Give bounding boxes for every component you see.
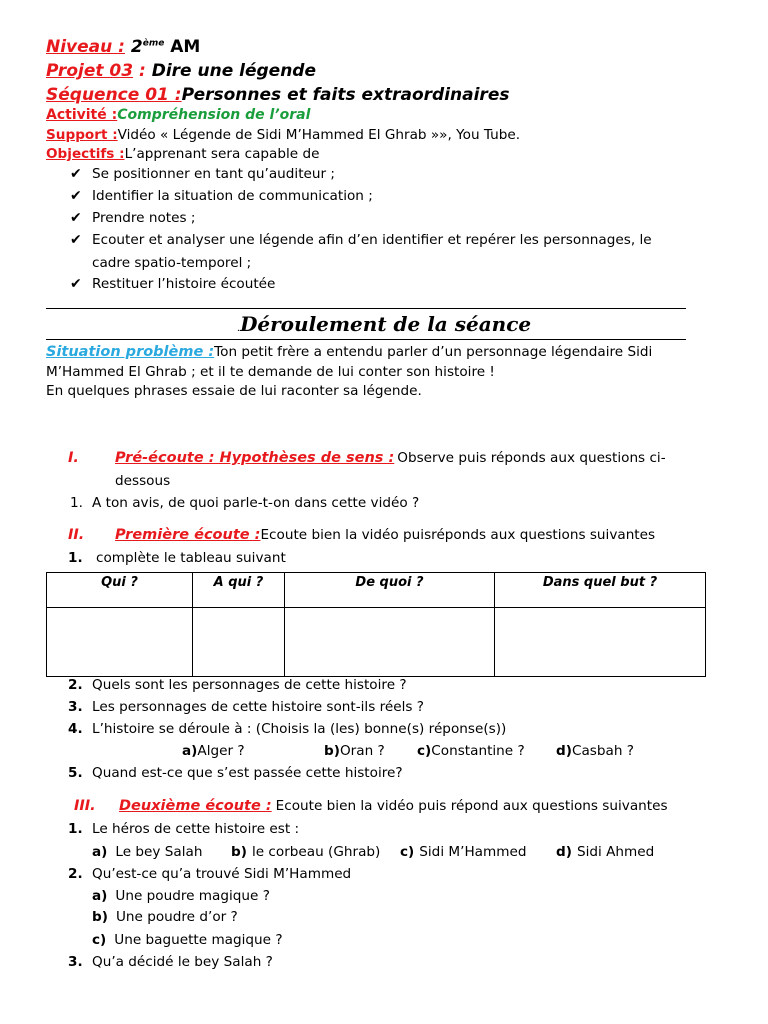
niveau-line [46, 37, 200, 57]
option-text: Une poudre magique ? [115, 888, 270, 904]
objectifs-line [46, 146, 319, 162]
hero-option-a[interactable] [92, 844, 202, 860]
table-cell[interactable] [285, 608, 495, 677]
option-letter: d) [556, 844, 572, 860]
question-number: 2. [68, 866, 83, 882]
question-number: 4. [68, 721, 83, 737]
option-letter: c) [400, 844, 415, 860]
section2-title: Première écoute : [115, 527, 261, 543]
question-text: complète le tableau suivant [96, 550, 286, 566]
table-header-row [47, 573, 706, 608]
objectifs-value: L’apprenant sera capable de [124, 146, 320, 162]
option-text: Le bey Salah [115, 844, 203, 860]
option-letter: a) [92, 888, 108, 904]
support-label: Support : [46, 127, 118, 143]
option-letter: b) [231, 844, 247, 860]
niveau-value: AM [170, 37, 201, 57]
check-icon: ✔ [70, 166, 82, 182]
question-number: 2. [68, 677, 83, 693]
option-letter: a) [92, 844, 108, 860]
option-text: Constantine ? [431, 743, 525, 759]
objective-item-cont: cadre spatio-temporel ; [92, 255, 252, 271]
section1-title: Pré-écoute : Hypothèses de sens : [115, 450, 395, 466]
option-letter: c) [92, 932, 107, 948]
question-number: 1. [68, 821, 83, 837]
option-letter: b) [324, 743, 340, 759]
question-number: 5. [68, 765, 83, 781]
question-number: 3. [68, 699, 83, 715]
option-letter: b) [92, 909, 108, 925]
support-line [46, 127, 520, 143]
table-header-a-qui: A qui ? [193, 573, 285, 608]
answer-table [46, 572, 706, 677]
found-option-a[interactable] [92, 888, 270, 904]
question-number: 1. [68, 550, 83, 566]
check-icon: ✔ [70, 210, 82, 226]
title-text: Déroulement de la séance [240, 312, 532, 336]
option-text: Oran ? [339, 743, 385, 759]
option-letter: a) [182, 743, 198, 759]
section3-header [119, 798, 668, 814]
sequence-line [46, 85, 509, 105]
check-icon: ✔ [70, 276, 82, 292]
question-text: A ton avis, de quoi parle-t-on dans cette vidéo ? [92, 495, 420, 511]
table-cell[interactable] [193, 608, 285, 677]
projet-sep: : [138, 61, 146, 81]
section2-instruction: Ecoute bien la vidéo puisréponds aux questions suivantes [260, 527, 656, 543]
option-text: Alger ? [197, 743, 245, 759]
question-text: Qu’a décidé le bey Salah ? [92, 954, 273, 970]
title-dot: . [236, 323, 241, 334]
section1-numeral: I. [68, 450, 79, 466]
question-text: Le héros de cette histoire est : [92, 821, 300, 837]
situation-text: Ton petit frère a entendu parler d’un personnage légendaire Sidi [214, 344, 653, 360]
table-header-qui: Qui ? [47, 573, 193, 608]
objectifs-label: Objectifs : [46, 146, 125, 162]
projet-value: Dire une légende [151, 61, 316, 81]
objective-item: Identifier la situation de communication ; [92, 188, 373, 204]
option-text: Sidi Ahmed [576, 844, 655, 860]
section1-instruction: Observe puis réponds aux questions ci- [397, 450, 666, 466]
niveau-sup: ème [142, 38, 165, 49]
option-d[interactable] [556, 743, 634, 759]
option-text: Sidi M’Hammed [419, 844, 527, 860]
section1-header [115, 450, 685, 466]
support-value: Vidéo « Légende de Sidi M’Hammed El Ghrab »», You Tube. [117, 127, 521, 143]
table-header-but: Dans quel but ? [495, 573, 706, 608]
situation-label: Situation problème : [46, 344, 215, 360]
found-option-b[interactable] [92, 909, 238, 925]
sequence-label: Séquence 01 : [46, 85, 182, 105]
objective-item: Prendre notes ; [92, 210, 196, 226]
option-b[interactable] [324, 743, 385, 759]
found-option-c[interactable] [92, 932, 283, 948]
objective-item: Se positionner en tant qu’auditeur ; [92, 166, 335, 182]
section3-title: Deuxième écoute : [119, 798, 272, 814]
check-icon: ✔ [70, 188, 82, 204]
check-icon: ✔ [70, 232, 82, 248]
question-text: Quand est-ce que s’est passée cette histoire? [92, 765, 403, 781]
activite-line [46, 107, 310, 123]
projet-label: Projet 03 [46, 61, 134, 81]
option-c[interactable] [417, 743, 525, 759]
question-number: 1. [70, 495, 83, 511]
activite-value: Compréhension de l’oral [117, 107, 311, 123]
sequence-value: Personnes et faits extraordinaires [181, 85, 510, 105]
question-text: Quels sont les personnages de cette histoire ? [92, 677, 407, 693]
situation-line3: En quelques phrases essaie de lui raconter sa légende. [46, 383, 422, 399]
option-text: Une poudre d’or ? [115, 909, 238, 925]
projet-line [46, 61, 316, 81]
page-title [0, 312, 768, 336]
situation-line1 [46, 344, 652, 360]
niveau-label: Niveau : [46, 37, 125, 57]
question-text: Qu’est-ce qu’a trouvé Sidi M’Hammed [92, 866, 352, 882]
situation-line2: M’Hammed El Ghrab ; et il te demande de lui conter son histoire ! [46, 364, 495, 380]
section2-numeral: II. [68, 527, 85, 543]
hero-option-c[interactable] [400, 844, 527, 860]
section3-numeral: III. [74, 798, 96, 814]
question-number: 3. [68, 954, 83, 970]
hero-option-b[interactable] [231, 844, 380, 860]
table-cell[interactable] [495, 608, 706, 677]
top-rule [46, 308, 686, 309]
objective-item: Ecouter et analyser une légende afin d’en identifier et repérer les personnages, le [92, 232, 652, 248]
option-letter: c) [417, 743, 432, 759]
table-row [47, 608, 706, 677]
table-header-de-quoi: De quoi ? [285, 573, 495, 608]
objective-item: Restituer l’histoire écoutée [92, 276, 276, 292]
activite-label: Activité : [46, 107, 118, 123]
option-text: Une baguette magique ? [114, 932, 283, 948]
question-text: L’histoire se déroule à : (Choisis la (les) bonne(s) réponse(s)) [92, 721, 507, 737]
niveau-num: 2 [130, 37, 143, 57]
hero-option-d[interactable] [556, 844, 654, 860]
section2-header [115, 527, 655, 543]
bottom-rule [46, 339, 686, 340]
question-text: Les personnages de cette histoire sont-ils réels ? [92, 699, 425, 715]
section1-instruction2: dessous [115, 473, 171, 489]
table-cell[interactable] [47, 608, 193, 677]
option-a[interactable] [182, 743, 245, 759]
section3-instruction: Ecoute bien la vidéo puis répond aux questions suivantes [275, 798, 668, 814]
option-text: Casbah ? [571, 743, 634, 759]
option-letter: d) [556, 743, 572, 759]
option-text: le corbeau (Ghrab) [251, 844, 381, 860]
